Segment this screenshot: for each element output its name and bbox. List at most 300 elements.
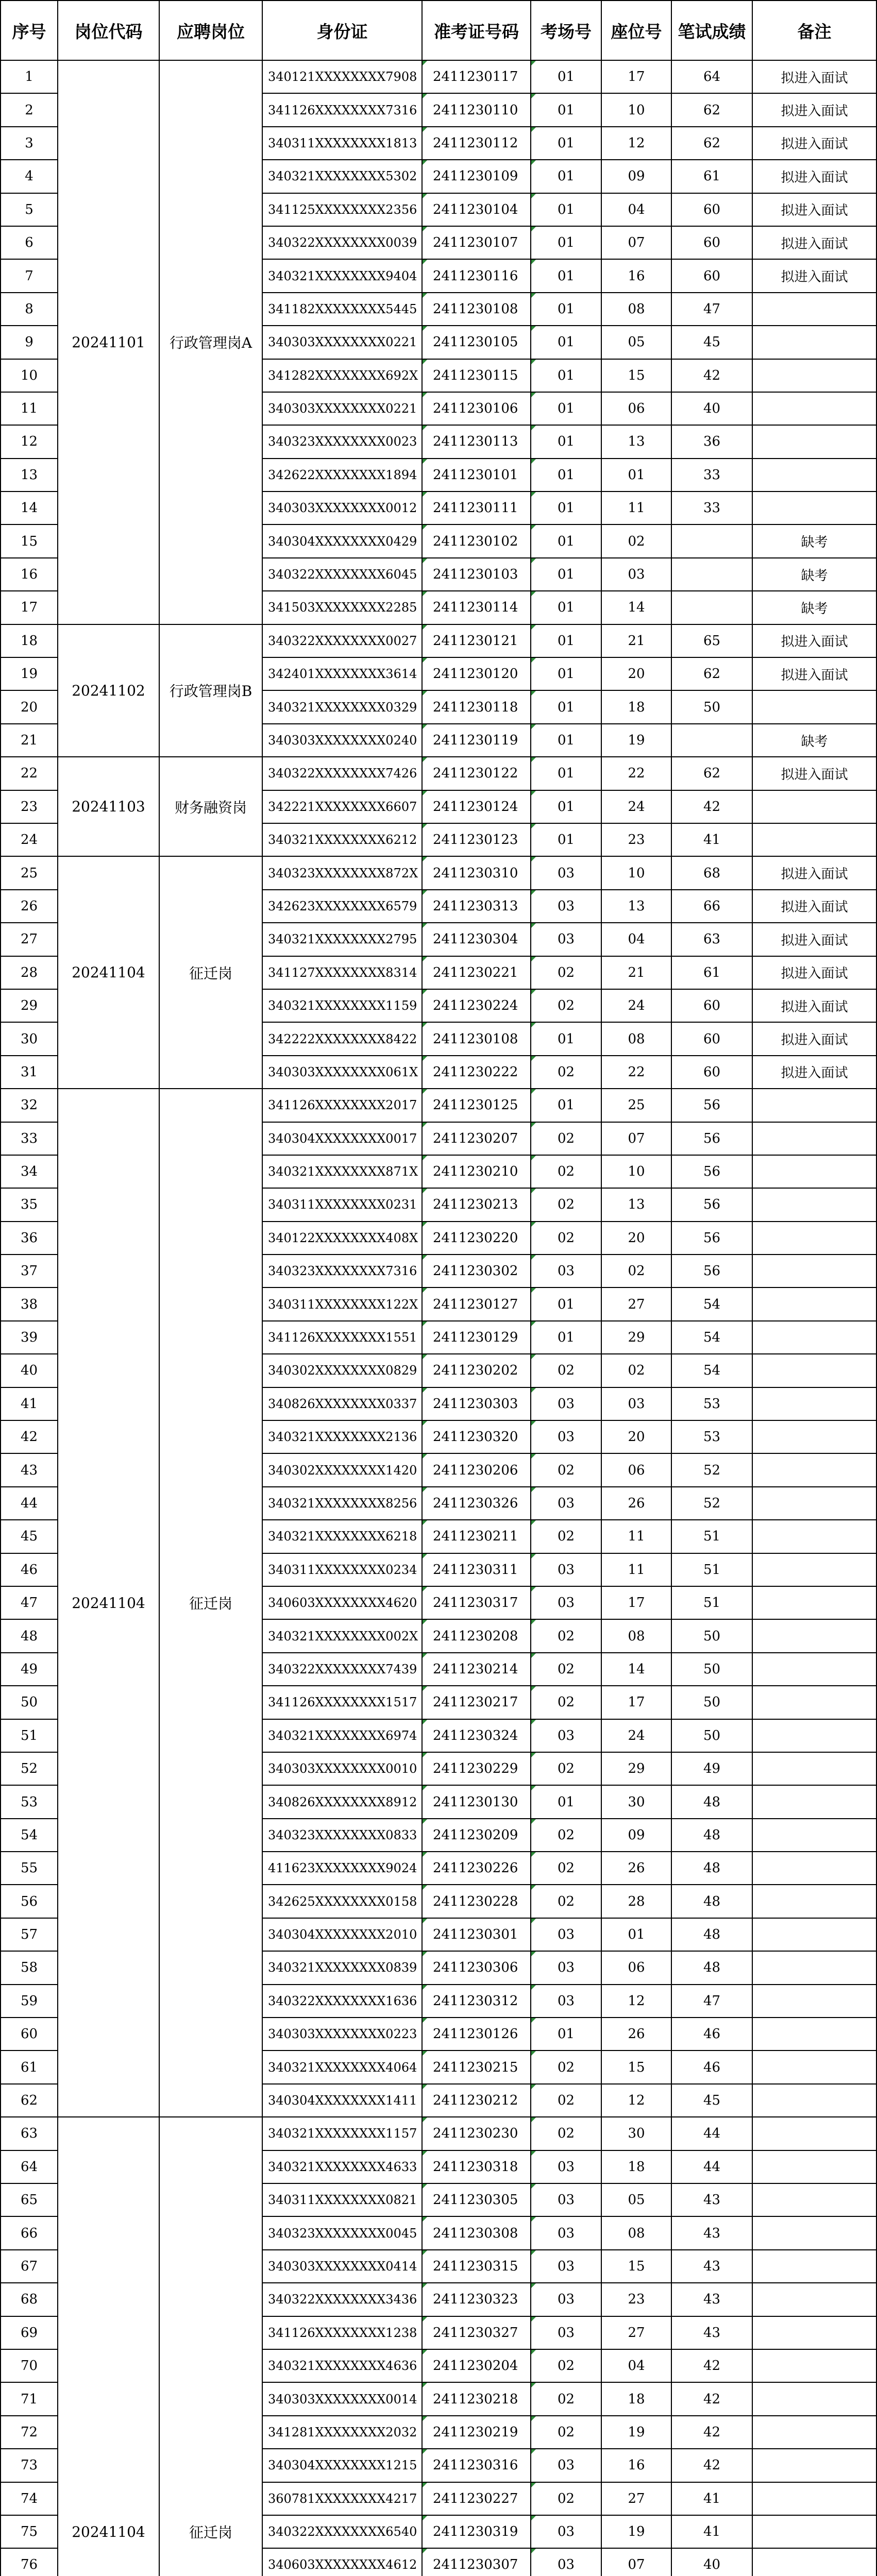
cell-seat: 10 [601, 856, 671, 889]
cell-seat: 22 [601, 1056, 671, 1089]
cell-id-card: 340322XXXXXXXX3436 [262, 2283, 422, 2316]
cell-exam-room: 03 [531, 2150, 601, 2183]
cell-id-card: 342623XXXXXXXX6579 [262, 890, 422, 923]
cell-id-card: 340122XXXXXXXX408X [262, 1222, 422, 1255]
cell-seat: 30 [601, 1785, 671, 1818]
cell-written-score: 46 [671, 2050, 752, 2083]
cell-id-card: 340303XXXXXXXX0414 [262, 2250, 422, 2283]
cell-index: 24 [1, 823, 58, 856]
cell-ticket-number: 2411230213 [422, 1188, 531, 1221]
cell-id-card: 340321XXXXXXXX6974 [262, 1719, 422, 1752]
cell-remarks: 拟进入面试 [752, 923, 876, 956]
cell-remarks [752, 2250, 876, 2283]
header-seat: 座位号 [601, 1, 671, 60]
cell-seat: 10 [601, 93, 671, 126]
cell-seat: 24 [601, 1719, 671, 1752]
cell-remarks [752, 1188, 876, 1221]
cell-id-card: 340321XXXXXXXX6218 [262, 1520, 422, 1553]
cell-index: 42 [1, 1420, 58, 1453]
cell-seat: 02 [601, 524, 671, 557]
cell-seat: 29 [601, 1321, 671, 1354]
table-row [1, 624, 876, 657]
cell-id-card: 340322XXXXXXXX0027 [262, 624, 422, 657]
cell-index: 32 [1, 1089, 58, 1122]
cell-index: 23 [1, 790, 58, 823]
cell-written-score: 51 [671, 1586, 752, 1619]
cell-seat: 23 [601, 823, 671, 856]
cell-written-score: 42 [671, 2382, 752, 2415]
cell-written-score: 56 [671, 1089, 752, 1122]
cell-index: 40 [1, 1354, 58, 1387]
cell-ticket-number: 2411230324 [422, 1719, 531, 1752]
cell-remarks [752, 2050, 876, 2083]
cell-ticket-number: 2411230218 [422, 2382, 531, 2415]
cell-seat: 09 [601, 1819, 671, 1852]
cell-remarks [752, 2084, 876, 2117]
cell-seat: 26 [601, 1487, 671, 1520]
cell-ticket-number: 2411230222 [422, 1056, 531, 1089]
cell-ticket-number: 2411230301 [422, 1918, 531, 1951]
cell-index: 61 [1, 2050, 58, 2083]
cell-remarks [752, 1321, 876, 1354]
cell-exam-room: 01 [531, 2018, 601, 2050]
cell-written-score: 42 [671, 2449, 752, 2482]
cell-remarks [752, 1354, 876, 1387]
cell-id-card: 340322XXXXXXXX1636 [262, 1985, 422, 2018]
cell-seat: 24 [601, 790, 671, 823]
cell-remarks [752, 2416, 876, 2449]
cell-written-score: 50 [671, 1653, 752, 1686]
cell-exam-room: 02 [531, 1752, 601, 1785]
cell-ticket-number: 2411230118 [422, 690, 531, 723]
cell-ticket-number: 2411230202 [422, 1354, 531, 1387]
cell-written-score [671, 558, 752, 591]
cell-written-score: 50 [671, 1686, 752, 1719]
cell-ticket-number: 2411230307 [422, 2548, 531, 2576]
cell-ticket-number: 2411230106 [422, 392, 531, 425]
cell-remarks: 拟进入面试 [752, 259, 876, 292]
cell-seat: 20 [601, 1420, 671, 1453]
cell-written-score: 43 [671, 2183, 752, 2216]
cell-ticket-number: 2411230122 [422, 757, 531, 790]
cell-ticket-number: 2411230219 [422, 2416, 531, 2449]
cell-index: 34 [1, 1155, 58, 1188]
cell-seat: 26 [601, 2018, 671, 2050]
cell-seat: 23 [601, 2283, 671, 2316]
cell-ticket-number: 2411230125 [422, 1089, 531, 1122]
header-exam-room: 考场号 [531, 1, 601, 60]
cell-position-code: 20241102 [58, 624, 159, 757]
cell-index: 46 [1, 1553, 58, 1586]
cell-written-score: 43 [671, 2250, 752, 2283]
cell-ticket-number: 2411230229 [422, 1752, 531, 1785]
cell-exam-room: 02 [531, 1453, 601, 1486]
cell-remarks [752, 2382, 876, 2415]
cell-remarks: 拟进入面试 [752, 856, 876, 889]
cell-ticket-number: 2411230226 [422, 1852, 531, 1885]
cell-remarks [752, 1985, 876, 2018]
cell-written-score: 36 [671, 425, 752, 458]
cell-remarks [752, 1918, 876, 1951]
cell-seat: 14 [601, 591, 671, 624]
cell-written-score: 60 [671, 1022, 752, 1055]
cell-written-score: 49 [671, 1752, 752, 1785]
cell-ticket-number: 2411230112 [422, 127, 531, 160]
cell-written-score: 48 [671, 1918, 752, 1951]
cell-exam-room: 01 [531, 1022, 601, 1055]
cell-ticket-number: 2411230221 [422, 956, 531, 989]
cell-remarks [752, 492, 876, 524]
cell-written-score: 51 [671, 1520, 752, 1553]
table-row [1, 1089, 876, 1122]
cell-exam-room: 01 [531, 1785, 601, 1818]
cell-exam-room: 02 [531, 1188, 601, 1221]
cell-remarks: 缺考 [752, 558, 876, 591]
cell-seat: 27 [601, 1287, 671, 1320]
cell-remarks [752, 823, 876, 856]
cell-id-card: 340121XXXXXXXX7908 [262, 60, 422, 93]
cell-id-card: 340603XXXXXXXX4620 [262, 1586, 422, 1619]
cell-ticket-number: 2411230220 [422, 1222, 531, 1255]
cell-index: 48 [1, 1619, 58, 1652]
cell-remarks [752, 1155, 876, 1188]
cell-seat: 28 [601, 1885, 671, 1918]
cell-remarks [752, 790, 876, 823]
cell-seat: 15 [601, 2050, 671, 2083]
cell-index: 12 [1, 425, 58, 458]
cell-remarks: 缺考 [752, 724, 876, 757]
cell-remarks: 缺考 [752, 591, 876, 624]
cell-exam-room: 02 [531, 1852, 601, 1885]
cell-remarks: 拟进入面试 [752, 226, 876, 259]
cell-remarks [752, 1122, 876, 1155]
cell-remarks [752, 425, 876, 458]
cell-index: 43 [1, 1453, 58, 1486]
cell-ticket-number: 2411230326 [422, 1487, 531, 1520]
cell-seat: 06 [601, 392, 671, 425]
cell-written-score: 44 [671, 2150, 752, 2183]
cell-ticket-number: 2411230303 [422, 1387, 531, 1420]
cell-remarks: 拟进入面试 [752, 989, 876, 1022]
cell-id-card: 340304XXXXXXXX1215 [262, 2449, 422, 2482]
cell-index: 62 [1, 2084, 58, 2117]
cell-index: 9 [1, 326, 58, 359]
cell-seat: 11 [601, 1520, 671, 1553]
cell-seat: 05 [601, 326, 671, 359]
cell-exam-room: 03 [531, 1255, 601, 1287]
cell-exam-room: 01 [531, 524, 601, 557]
cell-exam-room: 01 [531, 1321, 601, 1354]
cell-written-score: 60 [671, 193, 752, 226]
cell-exam-room: 01 [531, 1287, 601, 1320]
cell-index: 59 [1, 1985, 58, 2018]
cell-index: 31 [1, 1056, 58, 1089]
cell-id-card: 340321XXXXXXXX8256 [262, 1487, 422, 1520]
cell-remarks [752, 1819, 876, 1852]
cell-index: 27 [1, 923, 58, 956]
cell-id-card: 340323XXXXXXXX872X [262, 856, 422, 889]
cell-index: 38 [1, 1287, 58, 1320]
cell-remarks [752, 1553, 876, 1586]
cell-ticket-number: 2411230108 [422, 1022, 531, 1055]
table-body [1, 60, 876, 2576]
cell-remarks [752, 2018, 876, 2050]
cell-written-score: 56 [671, 1122, 752, 1155]
cell-exam-room: 02 [531, 1056, 601, 1089]
cell-id-card: 342625XXXXXXXX0158 [262, 1885, 422, 1918]
cell-exam-room: 02 [531, 1222, 601, 1255]
cell-remarks: 拟进入面试 [752, 657, 876, 690]
cell-index: 19 [1, 657, 58, 690]
cell-ticket-number: 2411230315 [422, 2250, 531, 2283]
cell-index: 17 [1, 591, 58, 624]
cell-index: 18 [1, 624, 58, 657]
cell-seat: 19 [601, 724, 671, 757]
cell-written-score: 50 [671, 690, 752, 723]
cell-seat: 17 [601, 1686, 671, 1719]
cell-id-card: 341126XXXXXXXX1238 [262, 2316, 422, 2349]
cell-written-score: 48 [671, 1951, 752, 1984]
cell-exam-room: 01 [531, 127, 601, 160]
cell-seat: 21 [601, 624, 671, 657]
cell-exam-room: 02 [531, 1619, 601, 1652]
cell-seat: 03 [601, 558, 671, 591]
cell-ticket-number: 2411230320 [422, 1420, 531, 1453]
cell-exam-room: 02 [531, 1354, 601, 1387]
cell-seat: 12 [601, 2084, 671, 2117]
cell-exam-room: 02 [531, 2382, 601, 2415]
cell-exam-room: 03 [531, 2515, 601, 2548]
cell-remarks [752, 1653, 876, 1686]
cell-index: 30 [1, 1022, 58, 1055]
cell-seat: 04 [601, 193, 671, 226]
cell-written-score: 56 [671, 1188, 752, 1221]
header-ticket-number: 准考证号码 [422, 1, 531, 60]
cell-seat: 03 [601, 1387, 671, 1420]
cell-id-card: 341182XXXXXXXX5445 [262, 293, 422, 326]
cell-index: 72 [1, 2416, 58, 2449]
cell-exam-room: 03 [531, 2216, 601, 2249]
cell-written-score: 47 [671, 1985, 752, 2018]
cell-seat: 27 [601, 2316, 671, 2349]
cell-seat: 18 [601, 2150, 671, 2183]
cell-exam-room: 03 [531, 1719, 601, 1752]
cell-ticket-number: 2411230129 [422, 1321, 531, 1354]
header-position: 应聘岗位 [159, 1, 262, 60]
cell-written-score: 56 [671, 1222, 752, 1255]
cell-id-card: 340323XXXXXXXX7316 [262, 1255, 422, 1287]
cell-index: 16 [1, 558, 58, 591]
cell-id-card: 340321XXXXXXXX2136 [262, 1420, 422, 1453]
cell-index: 53 [1, 1785, 58, 1818]
cell-ticket-number: 2411230306 [422, 1951, 531, 1984]
cell-ticket-number: 2411230310 [422, 856, 531, 889]
cell-id-card: 340304XXXXXXXX1411 [262, 2084, 422, 2117]
cell-seat: 07 [601, 2548, 671, 2576]
cell-id-card: 340826XXXXXXXX8912 [262, 1785, 422, 1818]
cell-id-card: 341282XXXXXXXX692X [262, 359, 422, 392]
cell-seat: 18 [601, 2382, 671, 2415]
cell-index: 15 [1, 524, 58, 557]
cell-seat: 19 [601, 2416, 671, 2449]
cell-id-card: 340323XXXXXXXX0833 [262, 1819, 422, 1852]
cell-ticket-number: 2411230228 [422, 1885, 531, 1918]
cell-ticket-number: 2411230108 [422, 293, 531, 326]
cell-id-card: 360781XXXXXXXX4217 [262, 2482, 422, 2515]
cell-ticket-number: 2411230312 [422, 1985, 531, 2018]
cell-exam-room: 02 [531, 1122, 601, 1155]
cell-index: 39 [1, 1321, 58, 1354]
cell-id-card: 340303XXXXXXXX0012 [262, 492, 422, 524]
cell-index: 70 [1, 2349, 58, 2382]
cell-ticket-number: 2411230115 [422, 359, 531, 392]
cell-id-card: 340321XXXXXXXX4636 [262, 2349, 422, 2382]
cell-seat: 30 [601, 2117, 671, 2150]
cell-id-card: 340304XXXXXXXX2010 [262, 1918, 422, 1951]
cell-id-card: 340826XXXXXXXX0337 [262, 1387, 422, 1420]
cell-written-score: 42 [671, 2349, 752, 2382]
header-written-score: 笔试成绩 [671, 1, 752, 60]
cell-index: 8 [1, 293, 58, 326]
cell-remarks: 拟进入面试 [752, 624, 876, 657]
cell-remarks [752, 2117, 876, 2150]
cell-position: 行政管理岗B [159, 624, 262, 757]
cell-exam-room: 02 [531, 2416, 601, 2449]
cell-remarks: 拟进入面试 [752, 1056, 876, 1089]
cell-remarks [752, 1487, 876, 1520]
cell-written-score: 48 [671, 1885, 752, 1918]
cell-position: 财务融资岗 [159, 757, 262, 856]
cell-seat: 17 [601, 60, 671, 93]
cell-seat: 11 [601, 1553, 671, 1586]
cell-id-card: 341126XXXXXXXX1517 [262, 1686, 422, 1719]
cell-id-card: 340321XXXXXXXX0839 [262, 1951, 422, 1984]
cell-written-score: 64 [671, 60, 752, 93]
cell-seat: 13 [601, 890, 671, 923]
cell-ticket-number: 2411230217 [422, 1686, 531, 1719]
cell-exam-room: 03 [531, 856, 601, 889]
cell-exam-room: 01 [531, 757, 601, 790]
cell-written-score: 43 [671, 2283, 752, 2316]
cell-exam-room: 01 [531, 259, 601, 292]
cell-remarks [752, 2548, 876, 2576]
header-position-code: 岗位代码 [58, 1, 159, 60]
cell-seat: 25 [601, 1089, 671, 1122]
cell-id-card: 340311XXXXXXXX0821 [262, 2183, 422, 2216]
cell-remarks: 拟进入面试 [752, 1022, 876, 1055]
cell-index: 67 [1, 2250, 58, 2283]
cell-seat: 24 [601, 989, 671, 1022]
cell-remarks: 拟进入面试 [752, 93, 876, 126]
cell-written-score: 62 [671, 757, 752, 790]
cell-ticket-number: 2411230107 [422, 226, 531, 259]
cell-exam-room: 01 [531, 93, 601, 126]
cell-seat: 15 [601, 2250, 671, 2283]
cell-id-card: 340321XXXXXXXX0329 [262, 690, 422, 723]
cell-ticket-number: 2411230305 [422, 2183, 531, 2216]
cell-index: 13 [1, 459, 58, 492]
cell-id-card: 340303XXXXXXXX0240 [262, 724, 422, 757]
cell-id-card: 340303XXXXXXXX0221 [262, 392, 422, 425]
cell-written-score: 43 [671, 2216, 752, 2249]
cell-seat: 16 [601, 2449, 671, 2482]
cell-written-score: 50 [671, 1719, 752, 1752]
cell-written-score: 63 [671, 923, 752, 956]
cell-remarks [752, 459, 876, 492]
cell-ticket-number: 2411230111 [422, 492, 531, 524]
cell-seat: 12 [601, 1985, 671, 2018]
cell-index: 36 [1, 1222, 58, 1255]
cell-index: 55 [1, 1852, 58, 1885]
cell-id-card: 342222XXXXXXXX8422 [262, 1022, 422, 1055]
cell-id-card: 340321XXXXXXXX002X [262, 1619, 422, 1652]
cell-written-score: 60 [671, 1056, 752, 1089]
cell-remarks [752, 1453, 876, 1486]
cell-index: 75 [1, 2515, 58, 2548]
cell-exam-room: 01 [531, 624, 601, 657]
cell-ticket-number: 2411230114 [422, 591, 531, 624]
cell-exam-room: 03 [531, 1951, 601, 1984]
cell-exam-room: 02 [531, 2117, 601, 2150]
cell-index: 50 [1, 1686, 58, 1719]
cell-ticket-number: 2411230319 [422, 2515, 531, 2548]
cell-seat: 06 [601, 1951, 671, 1984]
cell-exam-room: 02 [531, 2084, 601, 2117]
cell-written-score: 54 [671, 1354, 752, 1387]
cell-id-card: 340321XXXXXXXX1159 [262, 989, 422, 1022]
cell-id-card: 340322XXXXXXXX7439 [262, 1653, 422, 1686]
cell-remarks: 拟进入面试 [752, 193, 876, 226]
cell-id-card: 341503XXXXXXXX2285 [262, 591, 422, 624]
cell-exam-room: 02 [531, 2349, 601, 2382]
cell-exam-room: 02 [531, 989, 601, 1022]
cell-exam-room: 03 [531, 1553, 601, 1586]
cell-remarks [752, 1885, 876, 1918]
cell-index: 26 [1, 890, 58, 923]
cell-written-score: 61 [671, 956, 752, 989]
header-row [1, 1, 876, 60]
header-index: 序号 [1, 1, 58, 60]
header-id-card: 身份证 [262, 1, 422, 60]
cell-id-card: 340303XXXXXXXX0221 [262, 326, 422, 359]
cell-written-score: 40 [671, 2548, 752, 2576]
cell-index: 52 [1, 1752, 58, 1785]
table-row [1, 757, 876, 790]
table-row [1, 2117, 876, 2150]
cell-seat: 04 [601, 2349, 671, 2382]
cell-index: 41 [1, 1387, 58, 1420]
cell-written-score: 62 [671, 93, 752, 126]
cell-exam-room: 02 [531, 1155, 601, 1188]
cell-id-card: 340323XXXXXXXX0023 [262, 425, 422, 458]
cell-ticket-number: 2411230120 [422, 657, 531, 690]
cell-seat: 22 [601, 757, 671, 790]
cell-remarks [752, 1222, 876, 1255]
cell-written-score: 54 [671, 1287, 752, 1320]
cell-index: 64 [1, 2150, 58, 2183]
cell-remarks [752, 2316, 876, 2349]
cell-exam-room: 01 [531, 459, 601, 492]
cell-ticket-number: 2411230127 [422, 1287, 531, 1320]
cell-exam-room: 01 [531, 1089, 601, 1122]
cell-id-card: 340603XXXXXXXX4612 [262, 2548, 422, 2576]
cell-ticket-number: 2411230211 [422, 1520, 531, 1553]
cell-written-score: 52 [671, 1487, 752, 1520]
cell-ticket-number: 2411230212 [422, 2084, 531, 2117]
cell-remarks [752, 1089, 876, 1122]
cell-written-score: 45 [671, 2084, 752, 2117]
cell-position: 行政管理岗A [159, 60, 262, 624]
